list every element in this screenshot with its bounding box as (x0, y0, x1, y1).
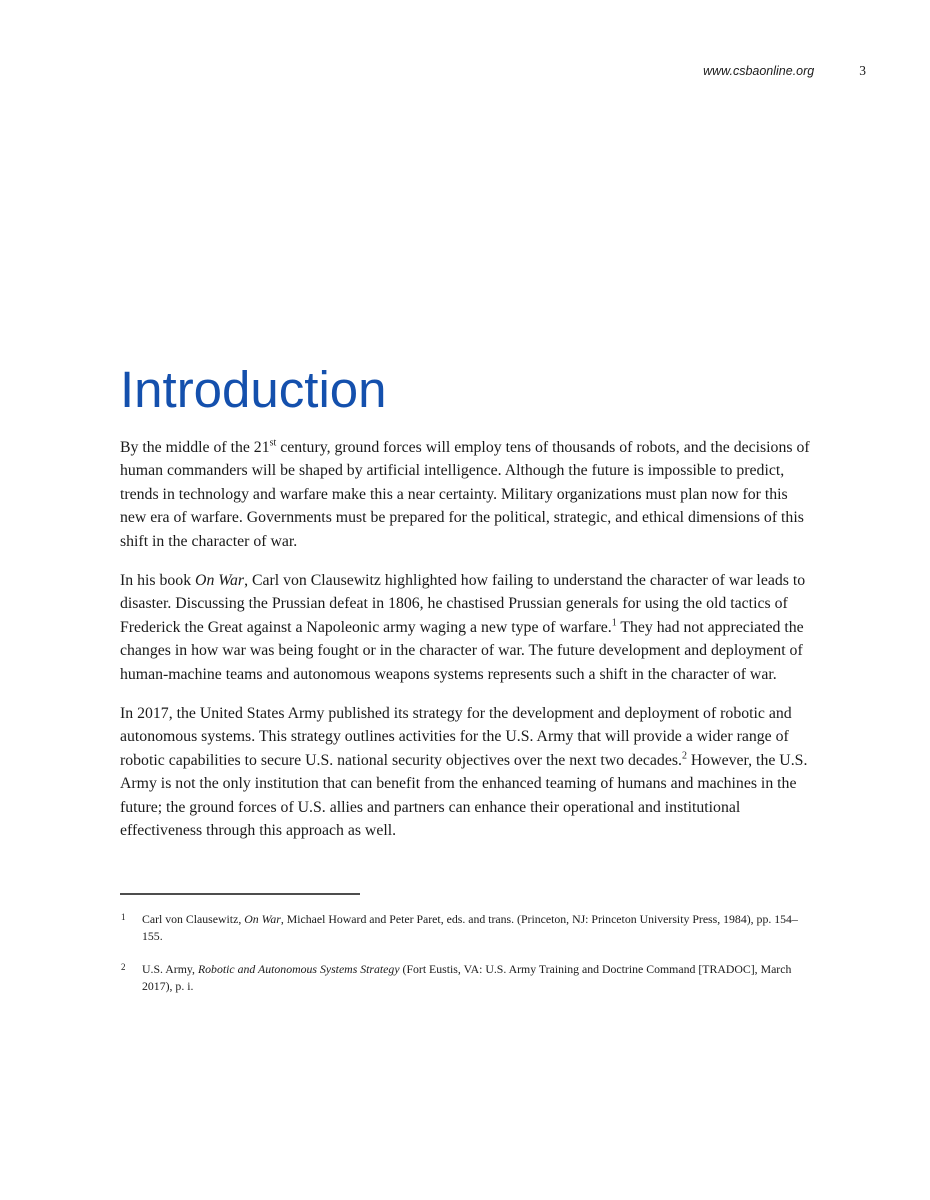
text-run: (Fort Eustis, VA: U.S. Army Training and Doctrine Command [TRADOC], March 2017), p. i. (142, 961, 792, 993)
text-run: By the middle of the 21 (120, 439, 270, 456)
footnote-text (142, 961, 812, 996)
footnote-item (120, 961, 812, 996)
page-content (120, 0, 815, 1011)
superscript-run: 2 (681, 750, 687, 762)
header-site-url: www.csbaonline.org (703, 64, 815, 78)
text-run: They had not appreciated the changes in how war was being fought or in the character of war. The future development and deployment of human-machine teams and autonomous weapons systems represents such a shift in the character of war. (120, 618, 804, 683)
footnote-marker: 2 (121, 961, 126, 972)
footnote-item (120, 911, 812, 946)
italic-run: On War (195, 572, 245, 590)
footnote-separator (120, 893, 360, 895)
chapter-title: Introduction (120, 361, 387, 418)
footnotes (120, 911, 812, 996)
text-run: century, ground forces will employ tens of thousands of robots, and the decisions of human commanders will be shaped by artificial intelligence. Although the future is impossible to predict, trends in technology and warfare make this a near certainty. Military organizations must plan now for this new era of warfare. Governments must be prepared for the political, strategic, and ethical dimensions of this shift in the character of war. (120, 439, 810, 550)
text-run: , Carl von Clausewitz highlighted how failing to understand the character of war leads to disaster. Discussing the Prussian defeat in 1806, he chastised Prussian generals for using the old tactics of Frederick the Great against a Napoleonic army waging a new type of warfare. (120, 572, 806, 636)
paragraph (120, 436, 812, 553)
italic-run: Robotic and Autonomous Systems Strategy (197, 961, 400, 976)
superscript-run: st (269, 437, 277, 449)
body-paragraphs (120, 436, 812, 843)
text-run: However, the U.S. Army is not the only institution that can benefit from the enhanced teaming of humans and machines in the future; the ground forces of U.S. allies and partners can enhance their operational and institutional effectiveness through this approach as well. (120, 751, 808, 840)
text-run: U.S. Army, (142, 961, 198, 976)
superscript-run: 1 (611, 617, 617, 629)
paragraph (120, 569, 812, 686)
footnote-text (142, 911, 812, 946)
italic-run: On War (244, 911, 281, 926)
text-run: , Michael Howard and Peter Paret, eds. and trans. (Princeton, NJ: Princeton University Press, 1984), pp. 154–155. (142, 911, 798, 943)
footnote-marker: 1 (121, 911, 126, 922)
paragraph (120, 702, 812, 842)
text-run: Carl von Clausewitz, (142, 911, 245, 926)
text-run: In 2017, the United States Army published its strategy for the development and deployment of robotic and autonomous systems. This strategy outlines activities for the U.S. Army that will provide a wider range of robotic capabilities to secure U.S. national security objectives over the next two decades. (120, 705, 792, 769)
text-run: In his book (120, 572, 196, 590)
header-page-number: 3 (859, 63, 866, 78)
